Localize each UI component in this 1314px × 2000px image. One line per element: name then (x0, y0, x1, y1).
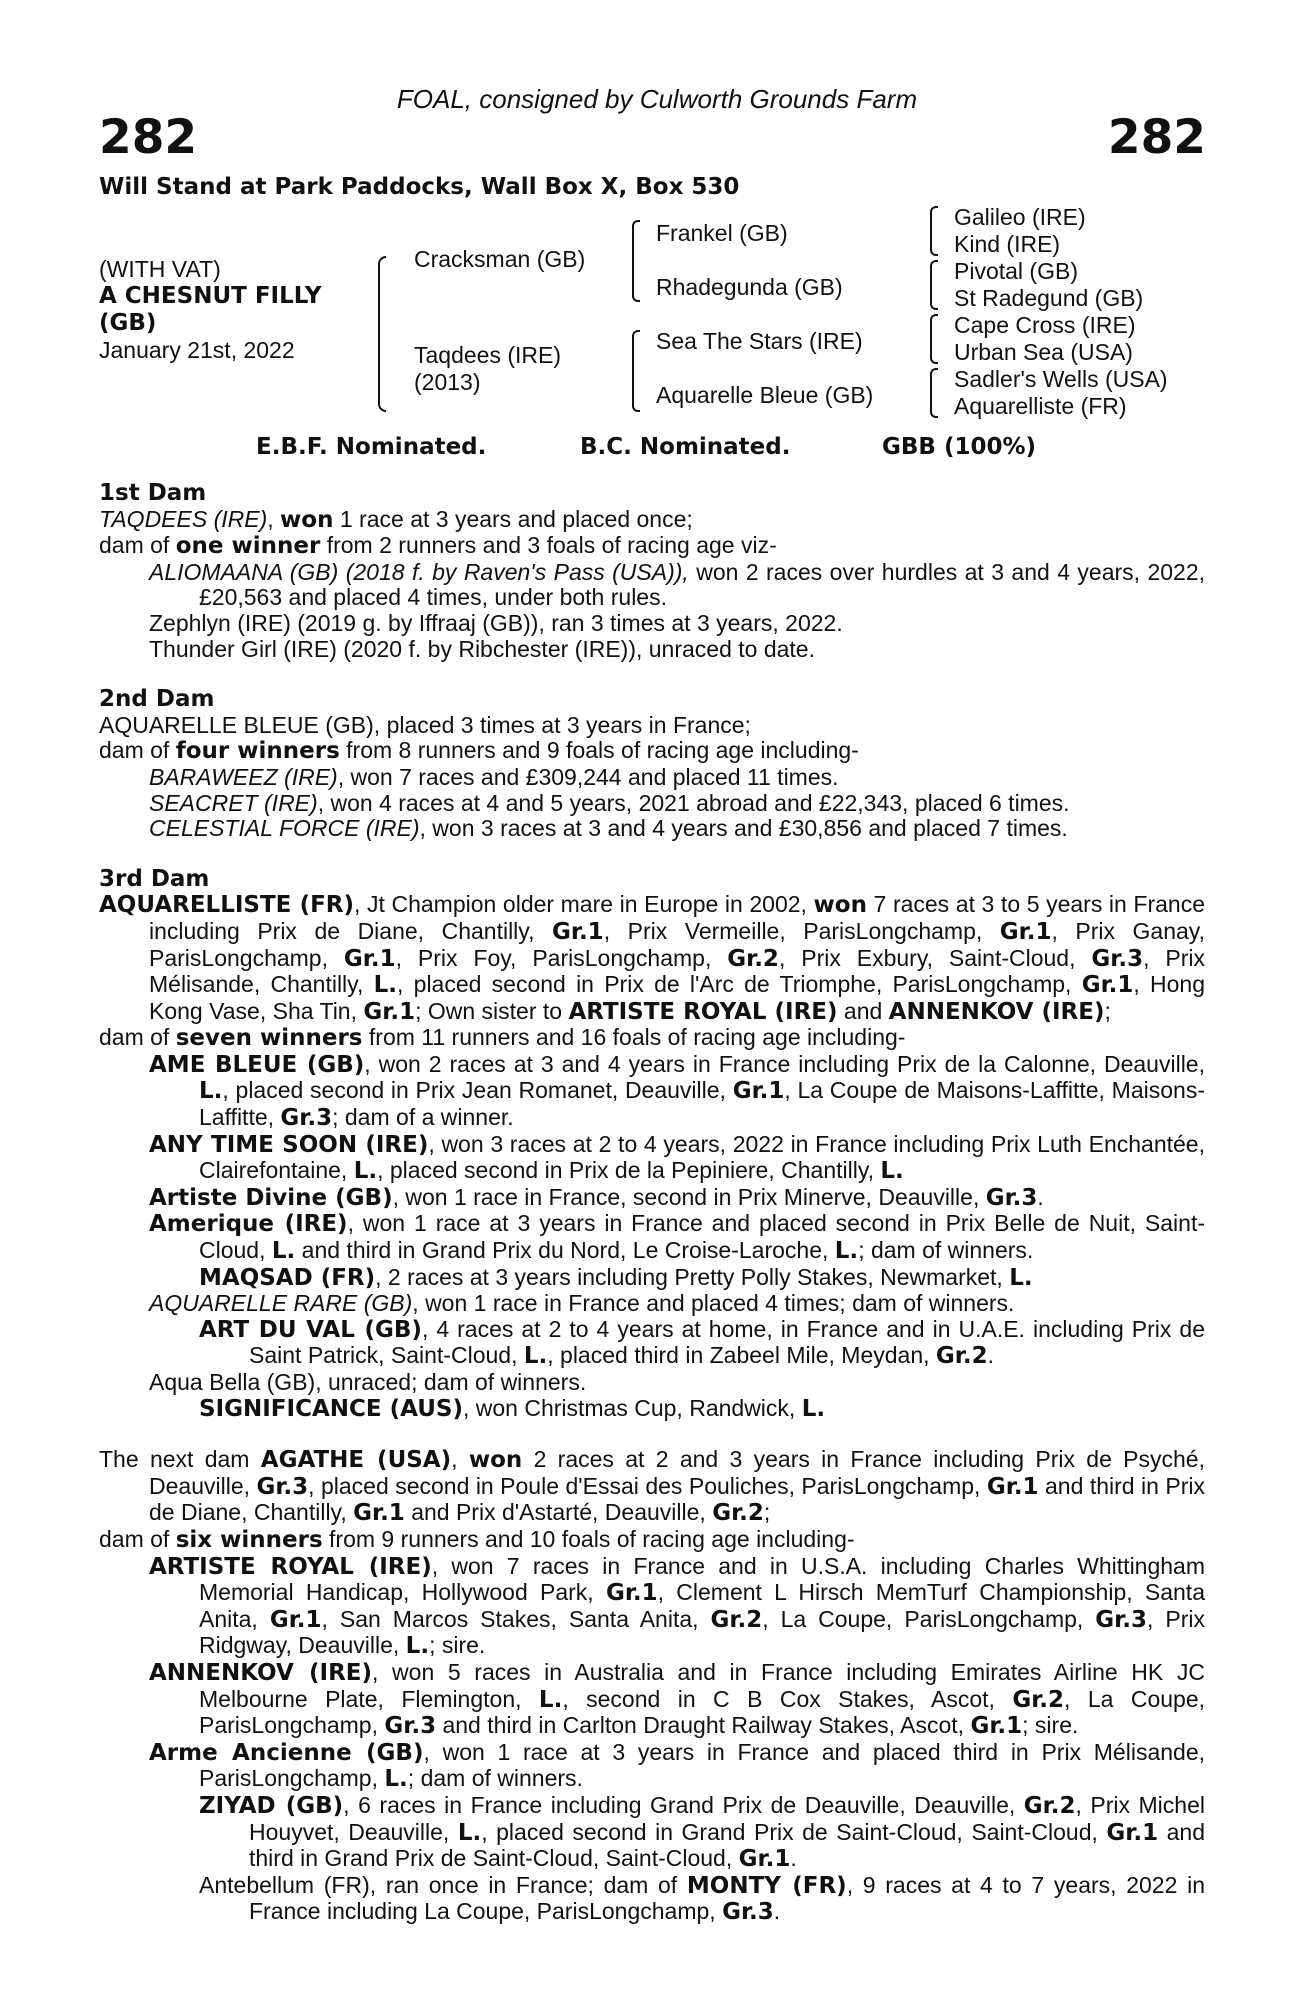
produce-artiste-divine: Artiste Divine (GB), won 1 race in France, second in Prix Minerve, Deauville, Gr.3. (149, 1183, 1044, 1211)
sire: Cracksman (GB) (414, 246, 586, 272)
lot-number-right: 282 (1107, 110, 1206, 165)
dam-year: (2013) (414, 369, 481, 395)
second-dam-section (99, 687, 1205, 842)
second-dam-line: AQUARELLE BLEUE (GB), placed 3 times at 3 years in France; (99, 711, 751, 738)
produce-arme-ancienne: Arme Ancienne (GB), won 1 race at 3 years in France and placed third in Prix Mélisande, ParisLongchamp, L.; dam of winners. (149, 1738, 1205, 1793)
subject-country: (GB) (99, 310, 157, 336)
produce-amerique: Amerique (IRE), won 1 race at 3 years in France and placed second in Prix Belle de Nuit, Saint-Cloud, L. and third in Grand Prix du Nord, Le Croise-Laroche, L.; dam of winners. (149, 1210, 1205, 1265)
first-dam-section (99, 481, 1205, 662)
g3-dsd: Urban Sea (USA) (954, 339, 1133, 365)
brace-ss (930, 206, 938, 256)
gbb-status: GBB (100%) (882, 434, 1037, 460)
third-dam-produce: dam of seven winners from 11 runners and 16 foals of racing age including- (99, 1024, 906, 1052)
sire-dam: Rhadegunda (GB) (656, 274, 843, 300)
produce-thunder-girl: Thunder Girl (IRE) (2020 f. by Ribchester (IRE)), unraced to date. (149, 635, 815, 662)
produce-aquarelle-rare: AQUARELLE RARE (GB), won 1 race in France and placed 4 times; dam of winners. (149, 1290, 1015, 1317)
produce-aliomaana: ALIOMAANA (GB) (2018 f. by Raven's Pass (USA)), won 2 races over hurdles at 3 and 4 years, 2022, £20,563 and placed 4 times, under both rules. (149, 558, 1205, 611)
next-dam-section (99, 1447, 1205, 1926)
next-dam-line: The next dam AGATHE (USA), won 2 races at 2 and 3 years in France including Prix de Psyché, Deauville, Gr.3, placed second in Poule d'Essai des Pouliches, ParisLongchamp, Gr.1 and third in Prix de Diane, Chantilly, Gr.1 and Prix d'Astarté, Deauville, Gr.2; (99, 1446, 1205, 1527)
dam-name: Taqdees (IRE) (414, 342, 562, 368)
g3-sdd: St Radegund (GB) (954, 285, 1144, 311)
consignment-line: FOAL, consigned by Culworth Grounds Farm (396, 84, 918, 114)
brace-dam-line (632, 330, 640, 412)
foaling-date: January 21st, 2022 (99, 337, 295, 363)
g3-sss: Galileo (IRE) (954, 204, 1086, 230)
bc-nomination: B.C. Nominated. (580, 434, 791, 460)
produce-antebellum: Antebellum (FR), ran once in France; dam of MONTY (FR), 9 races at 4 to 7 years, 2022 in France including La Coupe, ParisLongchamp, Gr.3. (199, 1871, 1205, 1926)
produce-annenkov: ANNENKOV (IRE), won 5 races in Australia and in France including Emirates Airline HK JC Melbourne Plate, Flemington, L., second in C B Cox Stakes, Ascot, Gr.2, La Coupe, ParisLongchamp, Gr.3 and third in Carlton Draught Railway Stakes, Ascot, Gr.1; sire. (149, 1658, 1206, 1740)
subject-block (99, 256, 322, 364)
vat-label: (WITH VAT) (99, 256, 221, 282)
brace-sd (930, 260, 938, 310)
third-dam-line: AQUARELLISTE (FR), Jt Champion older mare in Europe in 2002, won 7 races at 3 to 5 years in France including Prix de Diane, Chantilly, Gr.1, Prix Vermeille, ParisLongchamp, Gr.1, Prix Ganay, ParisLongchamp, Gr.1, Prix Foy, ParisLongchamp, Gr.2, Prix Exbury, Saint-Cloud, Gr.3, Prix Mélisande, Chantilly, L., placed second in Prix de l'Arc de Triomphe, ParisLongchamp, Gr.1, Hong Kong Vase, Sha Tin, Gr.1; Own sister to ARTISTE ROYAL (IRE) and ANNENKOV (IRE); (99, 891, 1206, 1025)
g3-dss: Cape Cross (IRE) (954, 312, 1136, 338)
produce-artiste-royal: ARTISTE ROYAL (IRE), won 7 races in France and in U.S.A. including Charles Whittingham Memorial Handicap, Hollywood Park, Gr.1, Clement L Hirsch MemTurf Championship, Santa Anita, Gr.1, San Marcos Stakes, Santa Anita, Gr.2, La Coupe, ParisLongchamp, Gr.3, Prix Ridgway, Deauville, L.; sire. (149, 1552, 1206, 1660)
stand-location: Will Stand at Park Paddocks, Wall Box X, Box 530 (99, 174, 740, 200)
dam-dam: Aquarelle Bleue (GB) (656, 382, 874, 408)
g3-ssd: Kind (IRE) (954, 231, 1061, 257)
produce-zephlyn: Zephlyn (IRE) (2019 g. by Iffraaj (GB)), ran 3 times at 3 years, 2022. (149, 609, 843, 636)
first-dam-line: TAQDEES (IRE), won 1 race at 3 years and placed once; (99, 505, 693, 533)
first-dam-heading: 1st Dam (99, 480, 207, 506)
brace-dd (930, 368, 938, 418)
g3-dds: Sadler's Wells (USA) (954, 366, 1168, 392)
sire-sire: Frankel (GB) (656, 220, 788, 246)
subject-name: A CHESNUT FILLY (99, 283, 322, 309)
produce-significance: SIGNIFICANCE (AUS), won Christmas Cup, Randwick, L. (199, 1394, 826, 1422)
produce-seacret: SEACRET (IRE), won 4 races at 4 and 5 years, 2021 abroad and £22,343, placed 6 times. (149, 789, 1070, 816)
produce-baraweez: BARAWEEZ (IRE), won 7 races and £309,244 and placed 11 times. (149, 763, 839, 790)
ebf-nomination: E.B.F. Nominated. (256, 434, 487, 460)
lot-number-left: 282 (99, 110, 198, 165)
produce-ziyad: ZIYAD (GB), 6 races in France including Grand Prix de Deauville, Deauville, Gr.2, Prix Michel Houyvet, Deauville, L., placed second in Grand Prix de Saint-Cloud, Saint-Cloud, Gr.1 and third in Grand Prix de Saint-Cloud, Saint-Cloud, Gr.1. (199, 1791, 1206, 1873)
brace-ds (930, 314, 938, 364)
first-dam-produce: dam of one winner from 2 runners and 3 foals of racing age viz- (99, 532, 777, 560)
second-dam-heading: 2nd Dam (99, 686, 215, 713)
next-dam-produce: dam of six winners from 9 runners and 10 foals of racing age including- (99, 1525, 855, 1553)
g3-ddd: Aquarelliste (FR) (954, 393, 1127, 419)
produce-ame-bleue: AME BLEUE (GB), won 2 races at 3 and 4 years in France including Prix de la Calonne, Deauville, L., placed second in Prix Jean Romanet, Deauville, Gr.1, La Coupe de Maisons-Laffitte, Maisons-Laffitte, Gr.3; dam of a winner. (149, 1050, 1205, 1132)
brace-sire-line (632, 220, 640, 302)
g3-sds: Pivotal (GB) (954, 258, 1078, 284)
third-dam-section (99, 867, 1205, 1422)
third-dam-heading: 3rd Dam (99, 865, 210, 892)
produce-art-du-val: ART DU VAL (GB), 4 races at 2 to 4 years at home, in France and in U.A.E. including Prix de Saint Patrick, Saint-Cloud, L., placed third in Zabeel Mile, Meydan, Gr.2. (199, 1315, 1205, 1370)
dam (414, 342, 561, 396)
produce-any-time-soon: ANY TIME SOON (IRE), won 3 races at 2 to 4 years, 2022 in France including Prix Luth Enchantée, Clairefontaine, L., placed second in Prix de la Pepiniere, Chantilly, L. (149, 1130, 1205, 1185)
produce-aqua-bella: Aqua Bella (GB), unraced; dam of winners. (149, 1369, 587, 1395)
catalogue-body (99, 481, 1205, 1951)
brace-generation-1 (378, 256, 386, 412)
dam-sire: Sea The Stars (IRE) (656, 328, 863, 354)
second-dam-produce: dam of four winners from 8 runners and 9 foals of racing age including- (99, 737, 859, 765)
produce-maqsad: MAQSAD (FR), 2 races at 3 years including Pretty Polly Stakes, Newmarket, L. (199, 1263, 1033, 1291)
produce-celestial-force: CELESTIAL FORCE (IRE), won 3 races at 3 and 4 years and £30,856 and placed 7 times. (149, 815, 1068, 842)
